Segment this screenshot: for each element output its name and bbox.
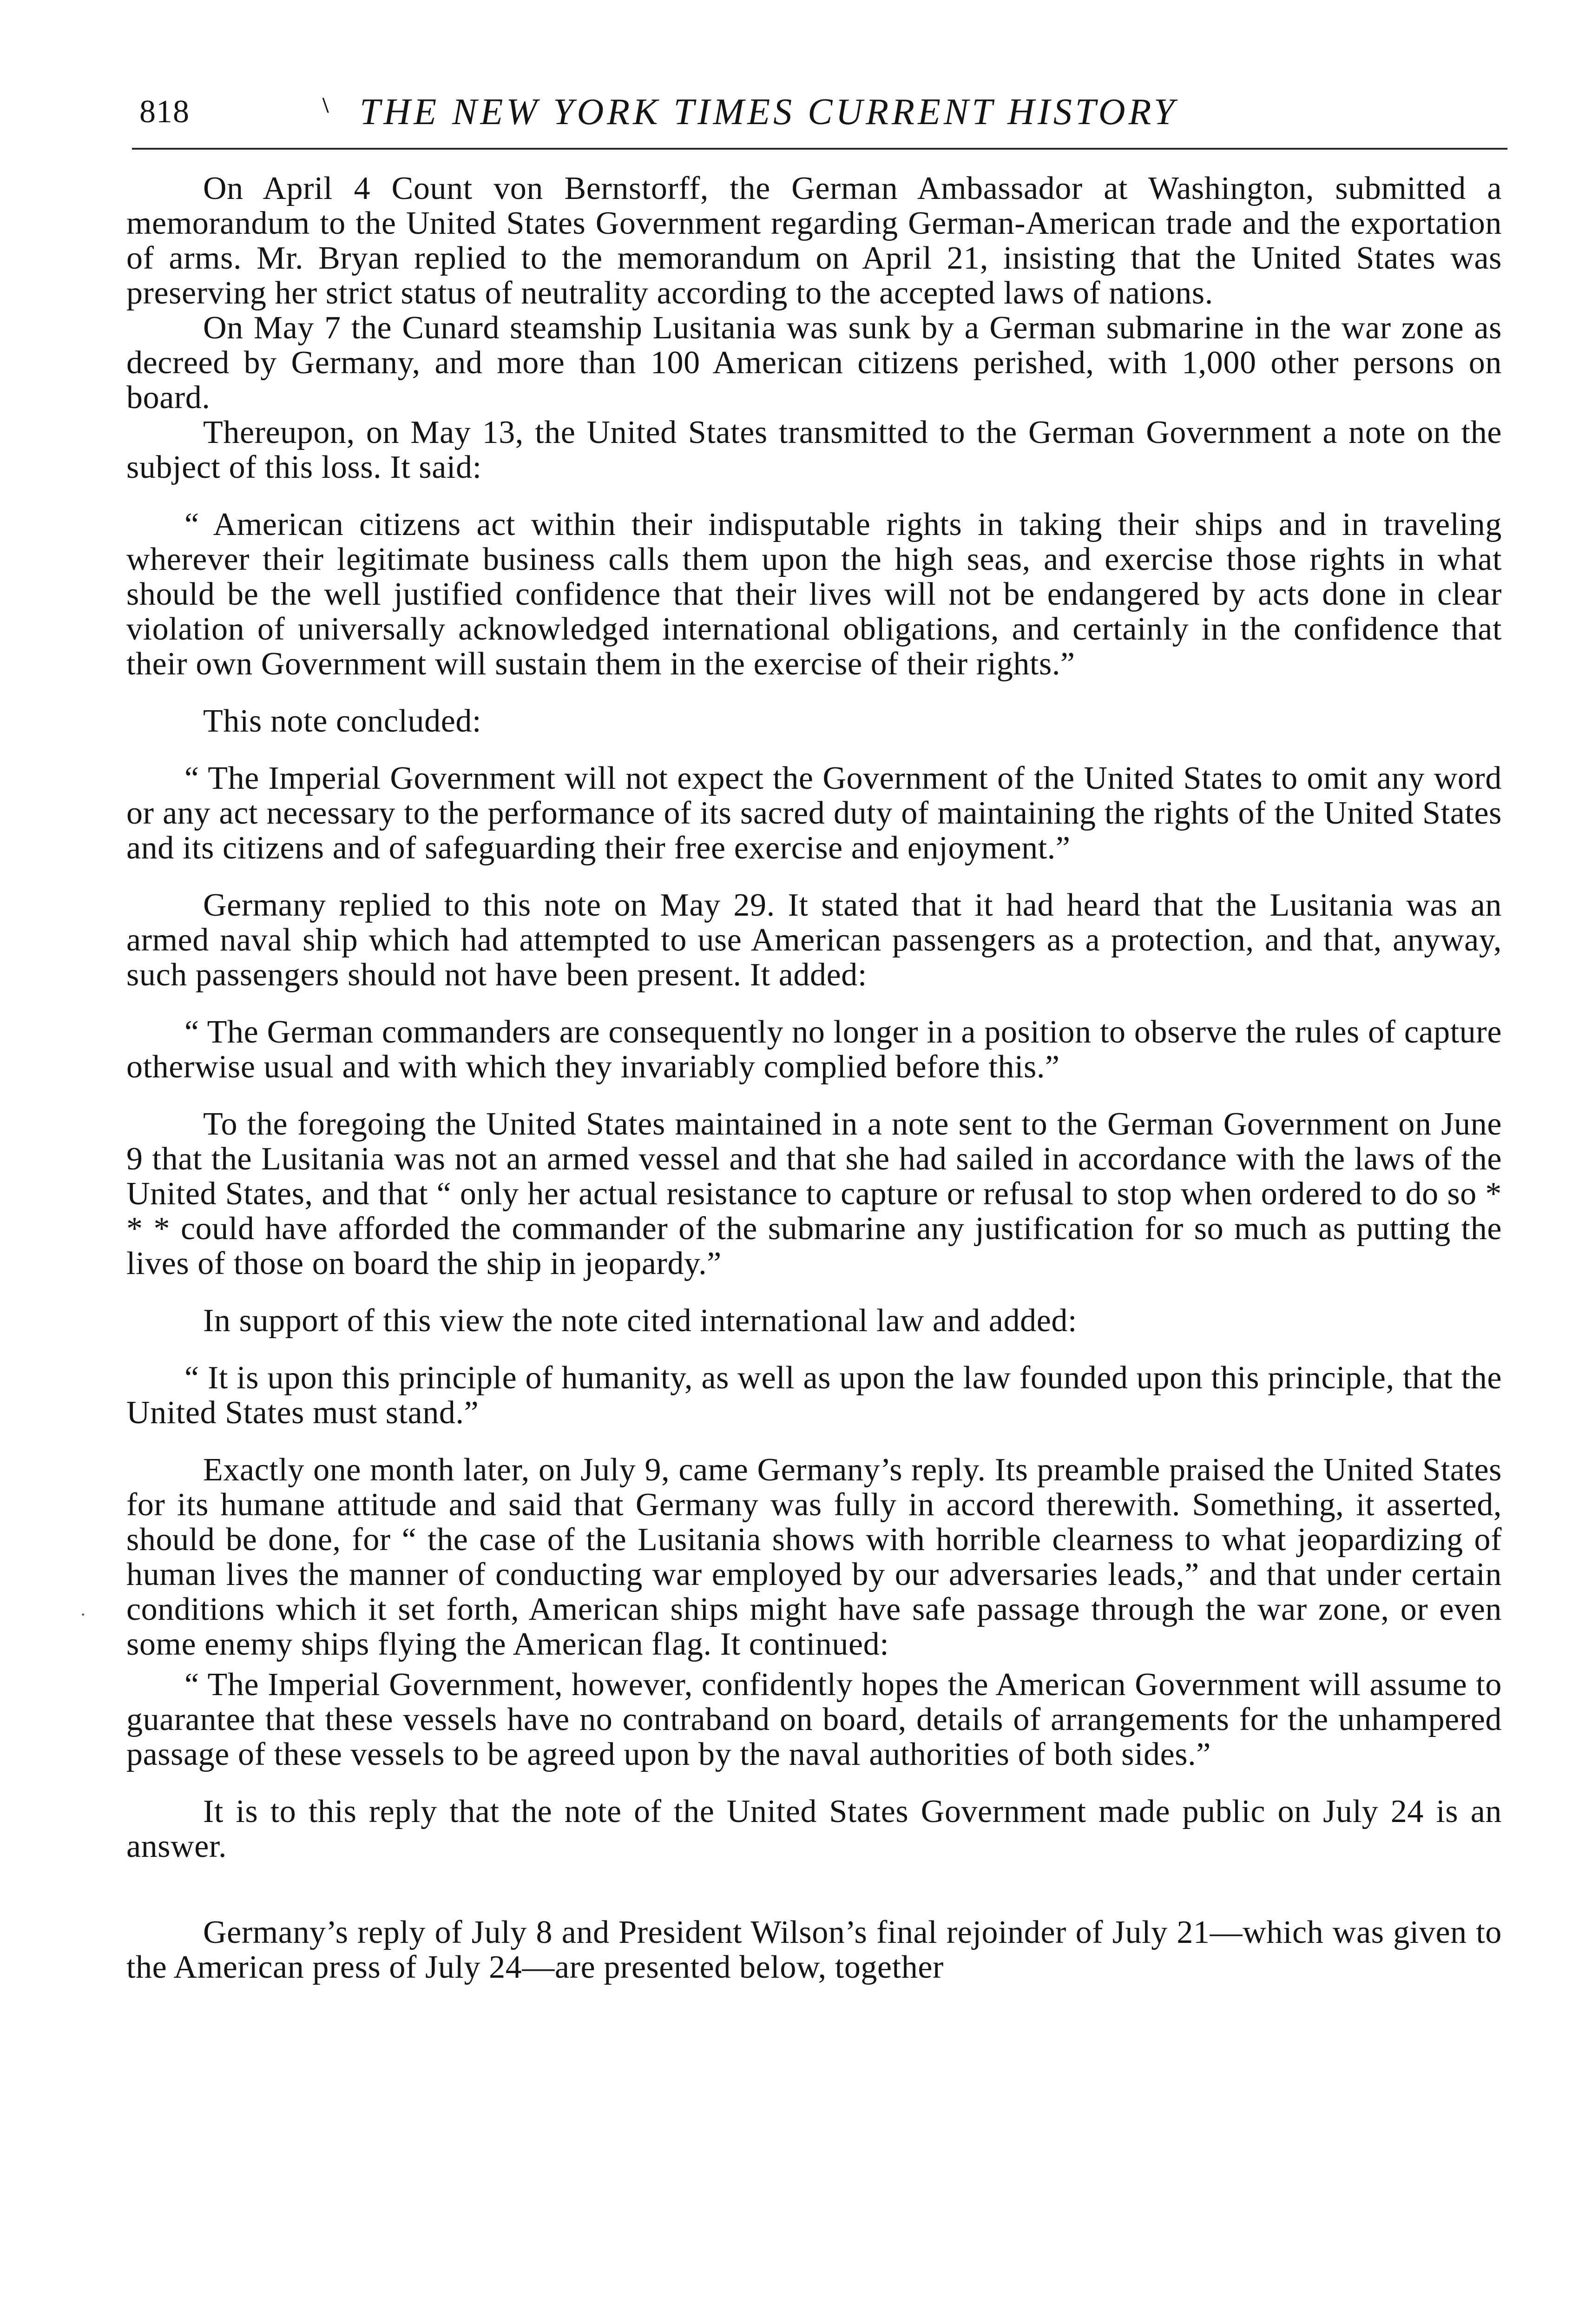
header-rule bbox=[132, 148, 1507, 150]
paragraph-international-law: In support of this view the note cited international law and added: bbox=[203, 1303, 1078, 1339]
header-mark: \ bbox=[322, 93, 329, 118]
paragraph-june-9-note: To the foregoing the United States maintained in a note sent to the German Government on June 9 that the Lusitania was not an armed vessel and that she had sailed in accordance with the laws of the United States, and that “ only her actual resistance to capture or refusal to stop when ordered to do so * * * could have afforded the commander of the submarine any justification for so much as putting the lives of those on board the ship in jeopardy.” bbox=[126, 1106, 1502, 1281]
quote-principle-of-humanity: “ It is upon this principle of humanity, as well as upon the law founded upon this principle, that the United States must stand.” bbox=[126, 1360, 1502, 1431]
quote-imperial-government-duty: “ The Imperial Government will not expect the Government of the United States to omit any word or any act necessary to the performance of its sacred duty of maintaining the rights of the United States and its citizens and of safeguarding their free exercise and enjoyment.” bbox=[126, 760, 1502, 866]
running-title: THE NEW YORK TIMES CURRENT HISTORY bbox=[360, 92, 1178, 132]
quote-german-commanders: “ The German commanders are consequently no longer in a position to observe the rules of capture otherwise usual and with which they invariably complied before this.” bbox=[126, 1014, 1502, 1085]
page-header bbox=[132, 86, 1507, 138]
quote-guarantee-no-contraband: “ The Imperial Government, however, confidently hopes the American Government will assume to guarantee that these vessels have no contraband on board, details of arrangements for the unhampered passage of these vessels to be agreed upon by the naval authorities of both sides.” bbox=[126, 1667, 1502, 1772]
margin-mark: · bbox=[80, 1604, 86, 1625]
article-body bbox=[126, 171, 1502, 1985]
paragraph-wilson-rejoinder: Germany’s reply of July 8 and President Wilson’s final rejoinder of July 21—which was given to the American press of July 24—are presented below, together bbox=[126, 1915, 1502, 1985]
page-number: 818 bbox=[139, 94, 190, 130]
paragraph-july-9-reply: Exactly one month later, on July 9, came Germany’s reply. Its preamble praised the United States for its humane attitude and said that Germany was fully in accord therewith. Something, it asserted, should be done, for “ the case of the Lusitania shows with horrible clearness to what jeopardizing of human lives the manner of conducting war employed by our adversaries leads,” and that under certain conditions which it set forth, American ships might have safe passage through the war zone, or even some enemy ships flying the American flag. It continued: bbox=[126, 1452, 1502, 1662]
paragraph-lusitania-sinking: On May 7 the Cunard steamship Lusitania was sunk by a German submarine in the war zone as decreed by Germany, and more than 100 American citizens perished, with 1,000 other persons on board. bbox=[126, 310, 1502, 416]
paragraph-bernstorff-memorandum: On April 4 Count von Bernstorff, the German Ambassador at Washington, submitted a memorandum to the United States Government regarding German-American trade and the exportation of arms. Mr. Bryan replied to the memorandum on April 21, insisting that the United States was preserving her strict status of neutrality according to the accepted laws of nations. bbox=[126, 171, 1502, 311]
quote-american-citizens: “ American citizens act within their indisputable rights in taking their ships and in traveling wherever their legitimate business calls them upon the high seas, and exercise those rights in what should be the well justified confidence that their lives will not be endangered by acts done in clear violation of universally acknowledged international obligations, and certainly in the confidence that their own Government will sustain them in the exercise of their rights.” bbox=[126, 507, 1502, 682]
paragraph-germany-may-29-reply: Germany replied to this note on May 29. It stated that it had heard that the Lusitania was an armed naval ship which had attempted to use American passengers as a protection, and that, anyway, such passengers should not have been present. It added: bbox=[126, 887, 1502, 993]
paragraph-may-13-note: Thereupon, on May 13, the United States transmitted to the German Government a note on the subject of this loss. It said: bbox=[126, 415, 1502, 485]
paragraph-note-concluded: This note concluded: bbox=[203, 703, 482, 739]
paragraph-july-24-answer: It is to this reply that the note of the United States Government made public on July 24 is an answer. bbox=[126, 1794, 1502, 1864]
